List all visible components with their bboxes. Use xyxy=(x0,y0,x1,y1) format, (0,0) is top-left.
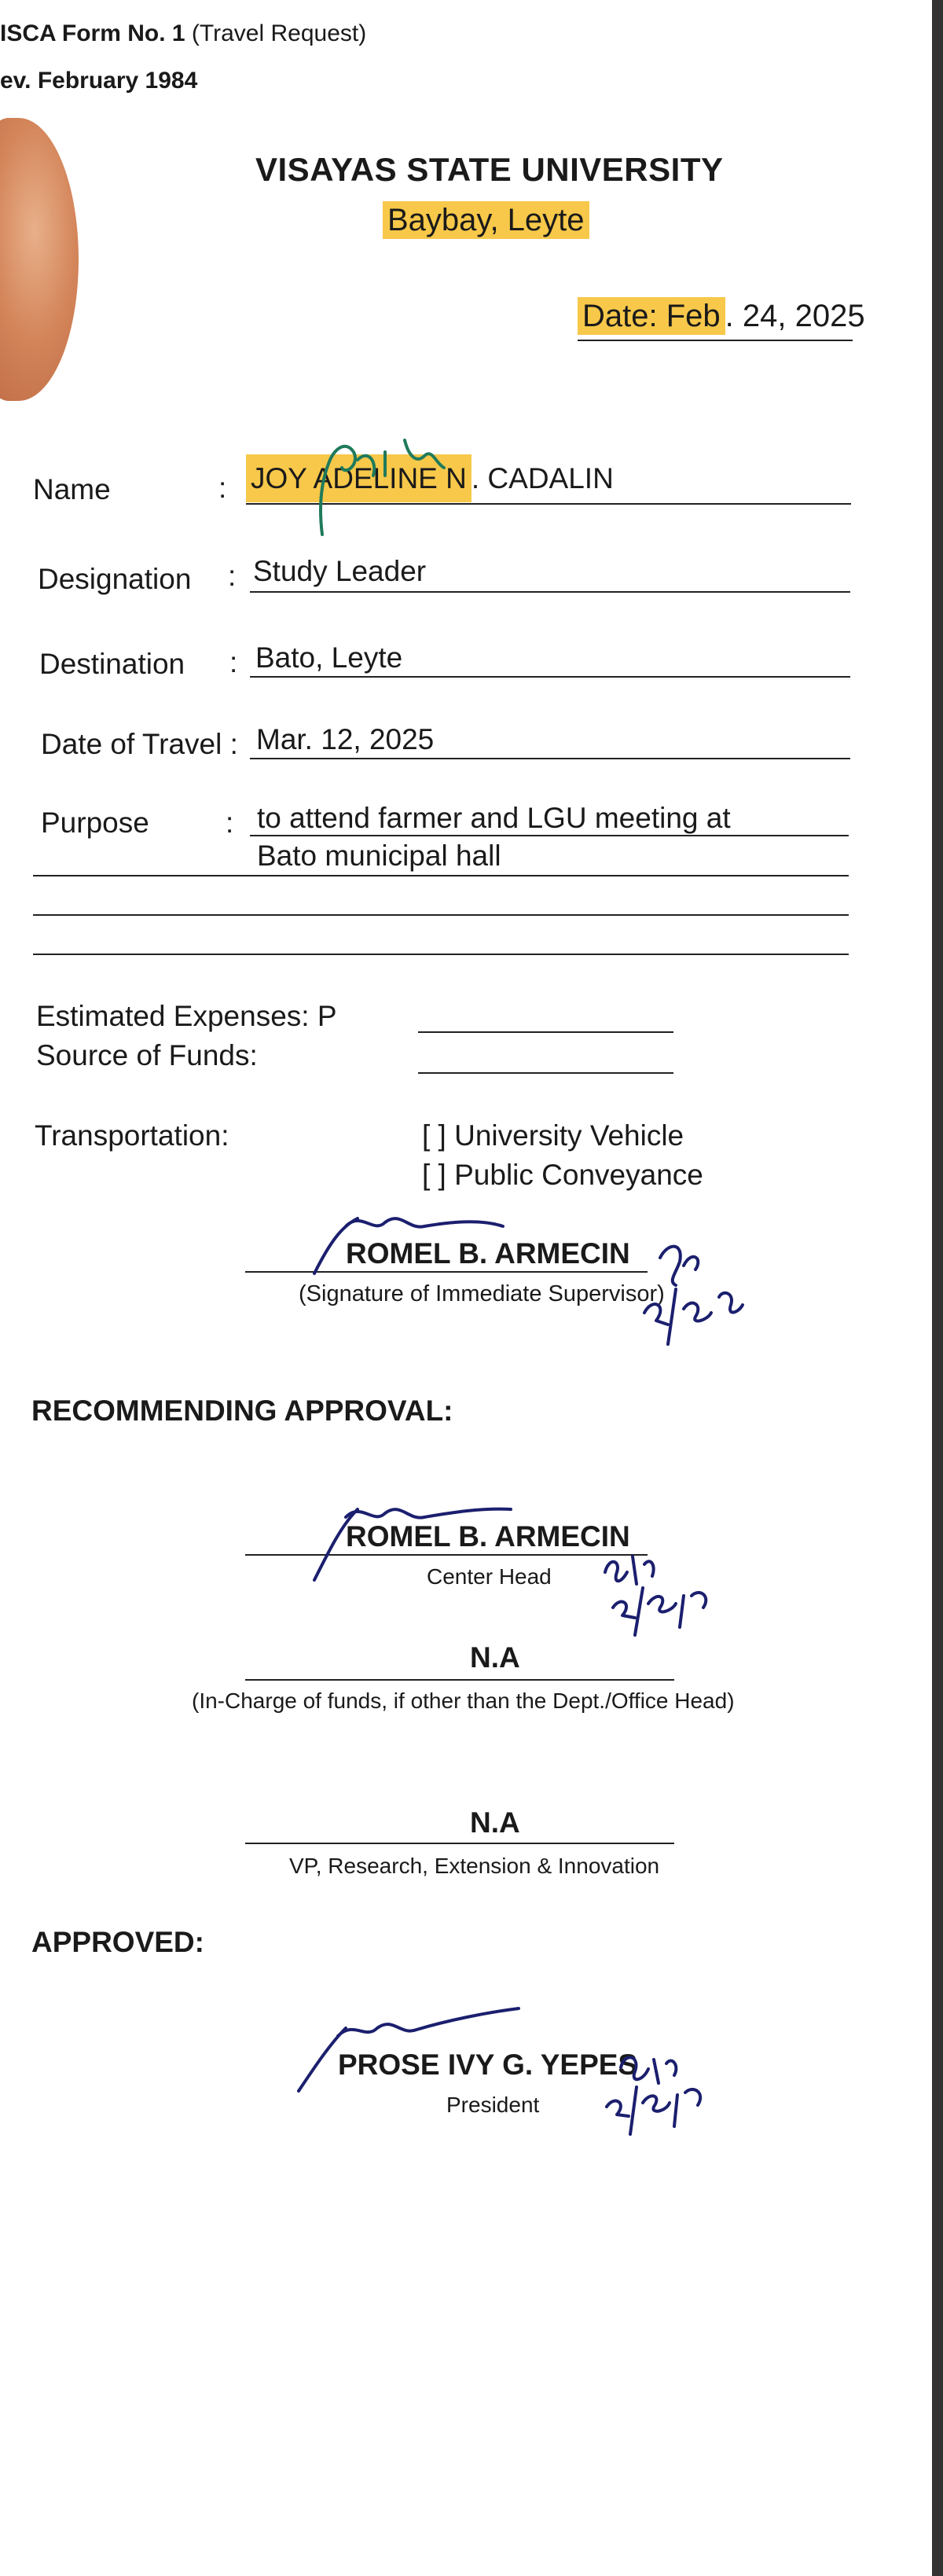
date-travel-label: Date of Travel : xyxy=(41,728,238,760)
supervisor-name: ROMEL B. ARMECIN xyxy=(346,1237,630,1270)
center-head-role: Center Head xyxy=(427,1564,552,1589)
name-highlight: JOY ADELINE N xyxy=(246,454,472,502)
designation-separator: : xyxy=(228,560,237,592)
date-underline xyxy=(578,340,853,341)
funds-incharge-name: N.A xyxy=(470,1641,520,1674)
purpose-underline-2 xyxy=(33,875,849,876)
name-label: Name xyxy=(33,473,111,505)
university-title: VISAYAS STATE UNIVERSITY xyxy=(255,151,724,188)
supervisor-signature-scribble xyxy=(299,1195,786,1376)
designation-value: Study Leader xyxy=(253,555,427,587)
location-text: Baybay, Leyte xyxy=(383,201,589,239)
center-head-name: ROMEL B. ARMECIN xyxy=(346,1520,630,1553)
transportation-label: Transportation: xyxy=(35,1119,229,1152)
name-rest: . CADALIN xyxy=(471,462,614,494)
form-revision: ev. February 1984 xyxy=(0,68,198,94)
destination-label: Destination xyxy=(39,648,185,680)
date-value: . 24, 2025 xyxy=(725,299,865,333)
designation-underline xyxy=(250,591,850,593)
designation-label: Designation xyxy=(38,563,192,595)
purpose-label: Purpose xyxy=(41,807,149,839)
date-label-highlight xyxy=(578,297,725,335)
form-date xyxy=(578,299,865,334)
date-travel-value: Mar. 12, 2025 xyxy=(256,723,435,755)
purpose-underline-1 xyxy=(250,835,849,836)
vp-signature-line xyxy=(245,1843,674,1844)
university-location xyxy=(383,203,589,238)
transport-option-public[interactable] xyxy=(422,1159,703,1192)
form-type-text: (Travel Request) xyxy=(191,20,367,46)
option-public-label: Public Conveyance xyxy=(454,1159,703,1191)
funds-incharge-role: (In-Charge of funds, if other than the Dept./Office Head) xyxy=(192,1689,735,1713)
funds-signature-line xyxy=(245,1679,674,1681)
supervisor-role: (Signature of Immediate Supervisor) xyxy=(299,1281,665,1306)
purpose-underline-3 xyxy=(33,914,849,916)
vp-name: N.A xyxy=(470,1806,520,1839)
thumb-photo-artifact xyxy=(0,118,79,401)
purpose-line2: Bato municipal hall xyxy=(257,840,501,872)
center-head-signature-scribble xyxy=(299,1478,786,1659)
source-funds-underline xyxy=(418,1072,673,1074)
purpose-line1: to attend farmer and LGU meeting at xyxy=(257,802,731,834)
recommending-heading: RECOMMENDING APPROVAL: xyxy=(31,1395,453,1427)
option-vehicle-label: University Vehicle xyxy=(454,1119,684,1152)
name-separator: : xyxy=(218,472,227,504)
checkbox-public[interactable]: [ ] xyxy=(422,1159,446,1191)
source-funds-label: Source of Funds: xyxy=(36,1039,258,1071)
form-number xyxy=(0,20,366,47)
checkbox-vehicle[interactable]: [ ] xyxy=(422,1119,446,1152)
president-signature-scribble xyxy=(291,1973,778,2154)
form-number-text: ISCA Form No. 1 xyxy=(0,20,185,46)
date-month: Feb xyxy=(666,299,721,333)
vp-role: VP, Research, Extension & Innovation xyxy=(289,1854,660,1878)
page-edge xyxy=(932,0,943,2576)
president-name: PROSE IVY G. YEPES xyxy=(338,2049,638,2081)
purpose-underline-4 xyxy=(33,954,849,955)
estimated-expenses-label: Estimated Expenses: P xyxy=(36,1000,337,1032)
president-role: President xyxy=(446,2093,540,2117)
estimated-expenses-underline xyxy=(418,1031,673,1033)
date-travel-underline xyxy=(250,758,850,759)
approved-heading: APPROVED: xyxy=(31,1926,204,1958)
date-label: Date: xyxy=(582,299,658,333)
transport-option-vehicle[interactable] xyxy=(422,1119,684,1152)
name-initial-scribble xyxy=(236,409,519,550)
destination-underline xyxy=(250,676,850,678)
purpose-separator: : xyxy=(226,807,234,839)
destination-separator: : xyxy=(229,646,238,678)
destination-value: Bato, Leyte xyxy=(255,641,403,674)
